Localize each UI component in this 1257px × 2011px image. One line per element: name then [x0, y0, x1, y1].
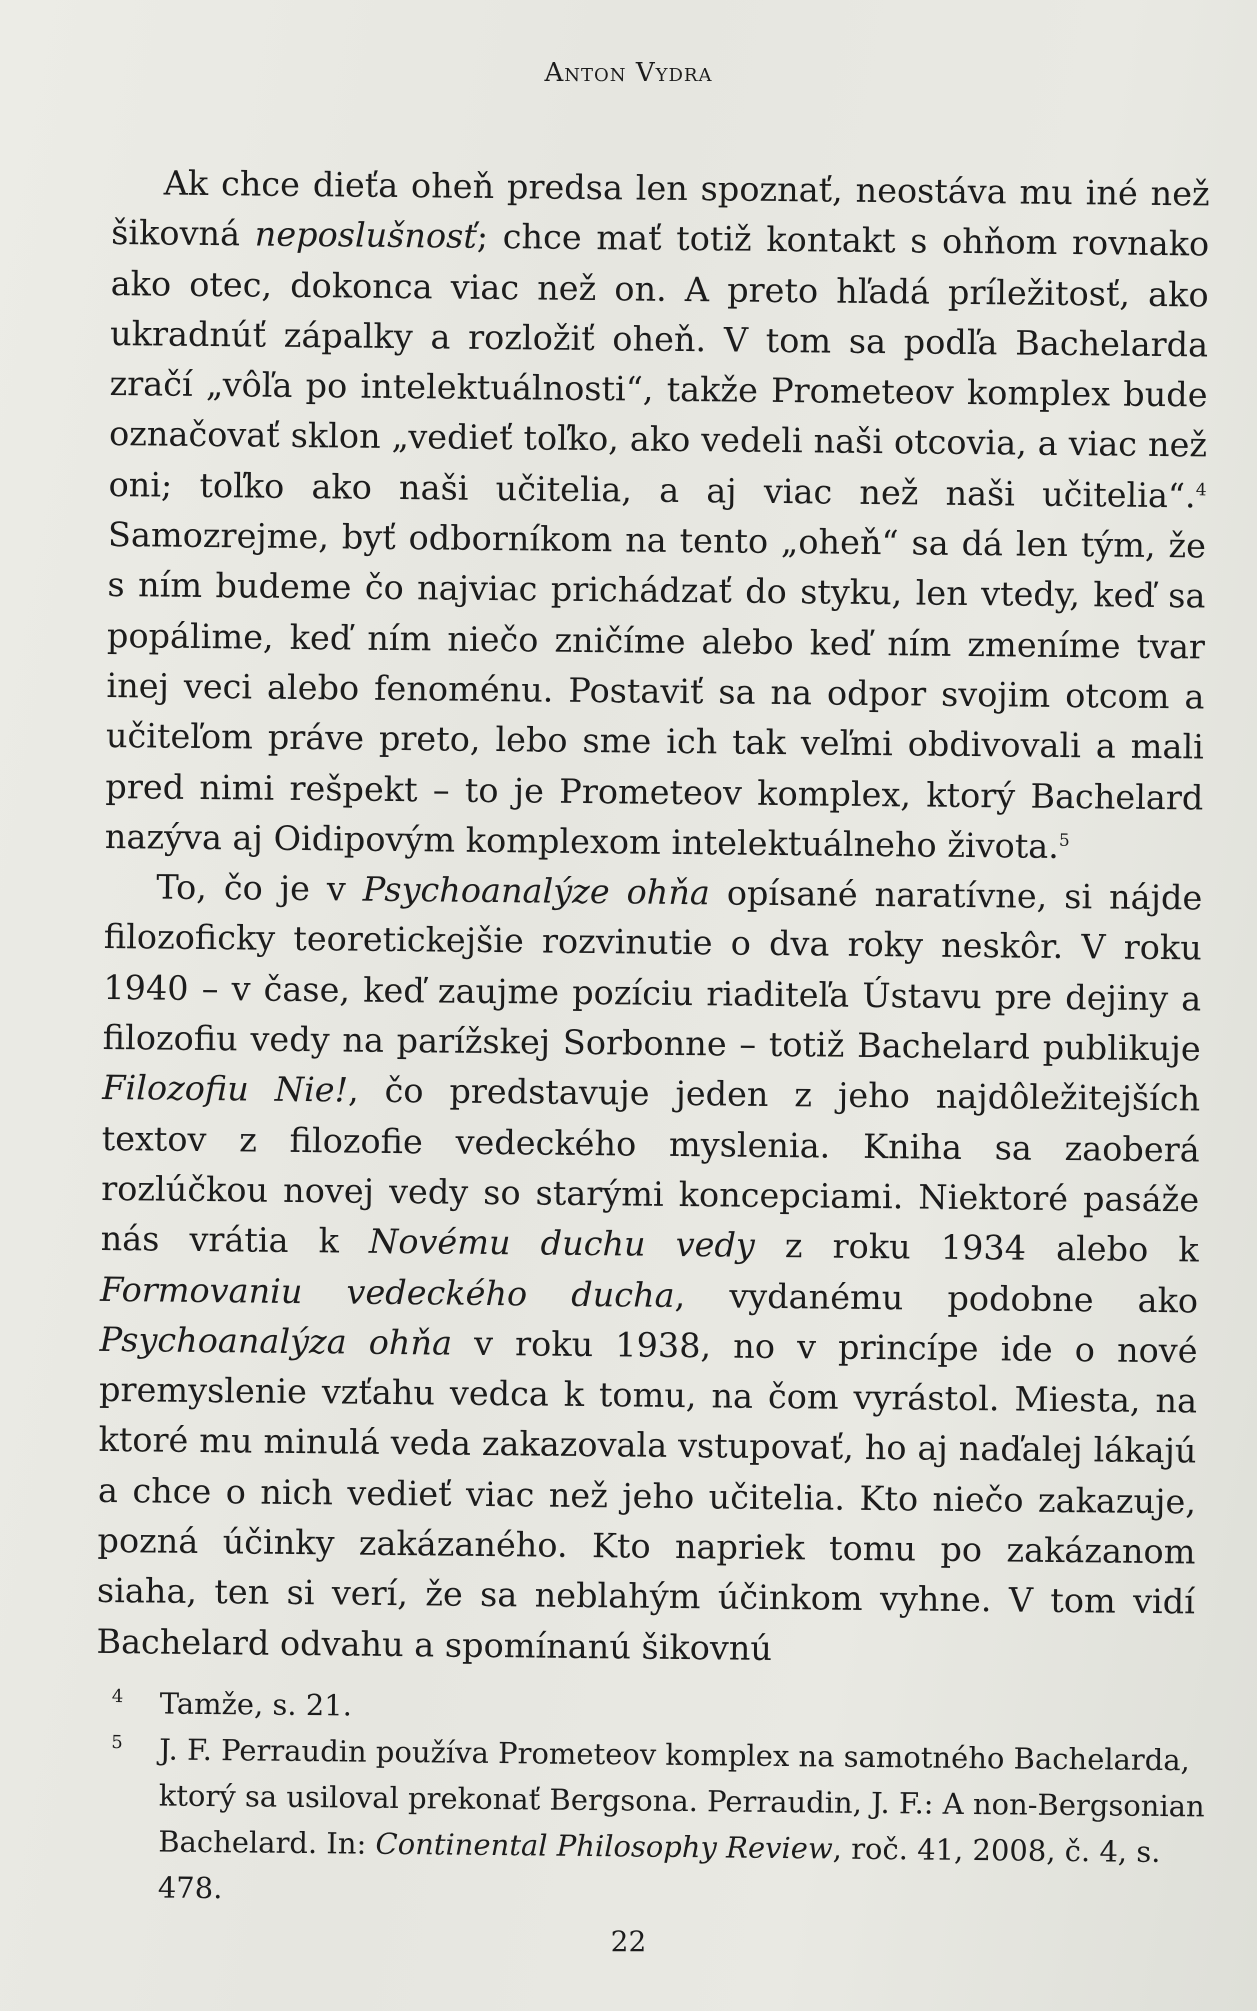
text-run: Samozrejme, byť odborníkom na tento „oheň“ sa dá len tým, že s ním budeme čo najviac prichádzať do styku, len vtedy, keď sa popálime, keď ním niečo zničíme alebo keď ním zmeníme tvar inej veci alebo fenoménu. Postaviť sa na odpor svojim otcom a učiteľom práve preto, lebo sme ich tak veľmi obdivovali a mali pred nimi rešpekt – to je Prometeov komplex, ktorý Bachelard nazýva aj Oidipovým komplexom intelektuálneho života. [104, 515, 1207, 866]
footnote-reference: 5 [1058, 830, 1070, 851]
running-head: Anton Vydra [544, 58, 713, 88]
footnote-5 [110, 1726, 1210, 1921]
italic-title: Novému duchu vedy [368, 1221, 756, 1266]
paragraph-1 [105, 158, 1210, 874]
text-run: , vydanému podobne ako [674, 1275, 1199, 1320]
text-run: J. F. Perraudin používa Prometeov komplex na samotného Bachelarda, ktorý sa usiloval prekonať Bergsona. Perraudin, J. F.: A non-Bergsonian Bachelard. In: [158, 1732, 1205, 1861]
text-run: Tamže, s. 21. [159, 1686, 353, 1723]
italic-title: Filozofiu Nie! [102, 1068, 349, 1110]
italic-title: Psychoanalýza ohňa [99, 1319, 453, 1363]
text-run: ; chce mať totiž kontakt s ohňom rovnako ako otec, dokonca viac než on. A preto hľadá príležitosť, ako ukradnúť zápalky a rozložiť oheň. V tom sa podľa Bachelarda zračí „vôľa po intelektuálnosti“, takže Prometeov komplex bude označovať sklon „vedieť toľko, ako vedeli naši otcovia, a viac než oni; toľko ako naši učitelia, a aj viac než naši učitelia“. [108, 217, 1210, 516]
footnote-number: 4 [111, 1685, 124, 1708]
footnote-text [160, 1687, 353, 1723]
text-run: z roku 1934 alebo k [754, 1226, 1199, 1270]
body-text [96, 158, 1210, 1678]
italic-title: Continental Philosophy Review [375, 1826, 833, 1866]
footnote-reference: 4 [1195, 479, 1207, 501]
text-run: , čo predstavuje jeden z jeho najdôležitejších textov z filozofie vedeckého myslenia. Kniha sa zaoberá rozlúčkou novej vedy so starými koncepciami. Niektoré pasáže nás vrátia k [100, 1070, 1201, 1261]
italic-title: neposlušnosť [254, 214, 478, 257]
text-run: , roč. 41, 2008, č. 4, s. 478. [157, 1831, 1161, 1906]
text-run: v roku 1938, no v princípe ide o nové premyslenie vzťahu vedca k tomu, na čom vyrástol. Miesta, na ktoré mu minulá veda zakazovala vstupovať, ho aj naďalej lákajú a chce o nich vedieť viac než jeho učitelia. Kto niečo zakazuje, pozná účinky zakázaného. Kto napriek tomu po zakázanom siaha, ten si verí, že sa neblahým účinkom vyhne. V tom vidí Bachelard odvahu a spomínanú šikovnú [96, 1323, 1198, 1668]
italic-title: Formovaniu vedeckého ducha [99, 1269, 675, 1315]
text-run: To, čo je v [156, 867, 363, 909]
italic-title: Psychoanalýze ohňa [362, 869, 711, 913]
page-number: 22 [610, 1925, 647, 1958]
footnote-text [158, 1732, 1205, 1905]
footnote-number: 5 [111, 1731, 123, 1754]
paragraph-2 [96, 862, 1202, 1678]
footnotes [110, 1680, 1210, 1921]
text-run: opísané naratívne, si nájde filozoficky teoretickejšie rozvinutie o dva roky neskôr. V roku 1940 – v čase, keď zaujme pozíciu riaditeľa Ústavu pre dejiny a filozofiu vedy na parížskej Sorbonne – totiž Bachelard publikuje [102, 873, 1203, 1069]
text-run: Ak chce dieťa oheň predsa len spoznať, neostáva mu iné než šikovná [111, 163, 1210, 254]
